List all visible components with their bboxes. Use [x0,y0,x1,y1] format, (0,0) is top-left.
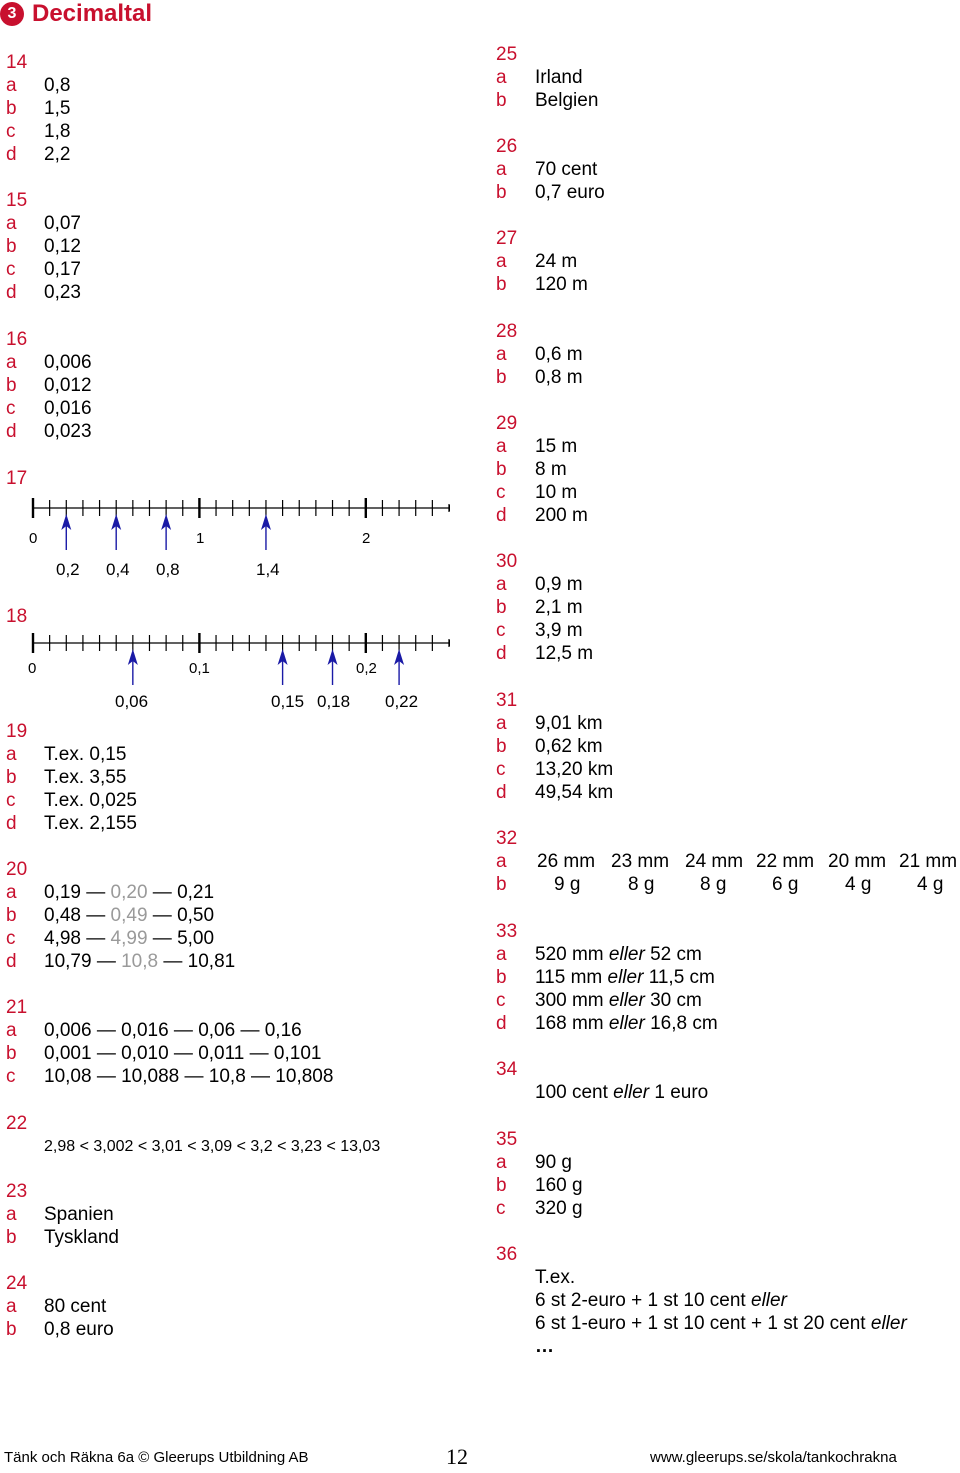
item-letter: c [6,790,16,811]
tick-label: 0,1 [189,660,210,677]
answer: 13,20 km [535,759,614,780]
marker-label: 0,18 [317,692,351,711]
item-letter: c [496,620,506,641]
item-letter: d [496,1013,507,1034]
tick-label: 0 [29,530,38,547]
item-letter: d [496,505,507,526]
answer: T.ex. 0,025 [44,790,137,811]
number-line-17 [0,490,450,590]
chapter-title: Decimaltal [32,0,153,27]
answer: 168 mm eller 16,8 cm [535,1013,718,1034]
item-letter: b [6,1227,17,1248]
marker-label: 0,8 [156,560,180,579]
item-letter: a [496,159,507,180]
item-letter: a [496,713,507,734]
marker-label: 0,4 [106,560,130,579]
item-letter: b [496,90,507,111]
answer-line: 6 st 2-euro + 1 st 10 cent eller [535,1290,787,1311]
measurement: 4 g [845,874,872,895]
problem-number: 17 [6,468,28,489]
problem-number: 29 [496,413,518,434]
item-letter: b [6,1043,17,1064]
answer: 0,012 [44,375,92,396]
problem-number: 30 [496,551,518,572]
marker-arrow-icon [161,514,171,550]
item-letter: a [6,1020,17,1041]
answer: T.ex. 0,15 [44,744,127,765]
problem-number: 33 [496,921,518,942]
measurement: 4 g [917,874,944,895]
item-letter: b [496,736,507,757]
problem-number: 35 [496,1129,518,1150]
answer: 8 m [535,459,567,480]
number-line-ticks [33,498,450,518]
answer: 24 m [535,251,578,272]
measurement: 6 g [772,874,799,895]
item-letter: b [6,98,17,119]
answer: 160 g [535,1175,583,1196]
problem-number: 31 [496,690,518,711]
answer: 200 m [535,505,588,526]
problem-number: 34 [496,1059,518,1080]
marker-label: 0,06 [115,692,149,711]
answer: 0,016 [44,398,92,419]
middle-value: 10,8 [121,951,159,972]
item-letter: a [496,251,507,272]
problem-number: 27 [496,228,518,249]
item-letter: a [6,882,17,903]
number-line-markers [61,514,271,550]
number-line-ticks [33,633,450,653]
item-letter: a [496,67,507,88]
answer: 0,8 m [535,367,583,388]
item-letter: b [6,767,17,788]
measurement: 9 g [554,874,581,895]
item-letter: b [496,597,507,618]
marker-label: 0,2 [56,560,80,579]
answer: 2,2 [44,144,71,165]
axis-arrowhead-icon [448,504,450,512]
item-letter: d [6,144,17,165]
measurement: 21 mm [899,851,958,872]
item-letter: d [6,951,17,972]
problem-number: 26 [496,136,518,157]
answer: 0,48 — 0,49 — 0,50 [44,905,215,926]
answer: 100 cent eller 1 euro [535,1082,709,1103]
measurement: 20 mm [828,851,887,872]
item-letter: c [6,398,16,419]
problem-number: 20 [6,859,28,880]
item-letter: c [496,1198,506,1219]
item-letter: a [496,851,507,872]
tick-label: 1 [196,530,205,547]
axis-arrowhead-icon [448,639,450,647]
item-letter: b [6,236,17,257]
problem-number: 16 [6,329,28,350]
answer: 12,5 m [535,643,594,664]
item-letter: c [6,121,16,142]
answer: 1,5 [44,98,71,119]
answer: 70 cent [535,159,598,180]
item-letter: b [496,274,507,295]
item-letter: a [496,344,507,365]
chapter-header [0,0,152,28]
answer: 0,006 — 0,016 — 0,06 — 0,16 [44,1020,302,1041]
marker-arrow-icon [278,649,288,685]
item-letter: b [6,375,17,396]
problem-number: 25 [496,44,518,65]
problem-number: 15 [6,190,28,211]
item-letter: b [496,367,507,388]
measurement: 26 mm [537,851,596,872]
item-letter: a [6,1204,17,1225]
answer: 2,98 < 3,002 < 3,01 < 3,09 < 3,2 < 3,23 < 13,03 [44,1138,381,1155]
answer: 0,19 — 0,20 — 0,21 [44,882,215,903]
answer: 80 cent [44,1296,107,1317]
item-letter: b [6,905,17,926]
answer: 10 m [535,482,578,503]
marker-arrow-icon [394,649,404,685]
item-letter: a [496,574,507,595]
item-letter: d [496,782,507,803]
answer: 3,9 m [535,620,583,641]
answer: 0,7 euro [535,182,605,203]
item-letter: a [496,1152,507,1173]
number-line-18 [0,625,450,717]
item-letter: c [6,928,16,949]
marker-arrow-icon [128,649,138,685]
middle-value: 0,20 [110,882,148,903]
item-letter: d [6,813,17,834]
answer: Irland [535,67,583,88]
item-letter: c [6,259,16,280]
footer-url: www.gleerups.se/skola/tankochrakna [650,1449,897,1466]
answer: 0,17 [44,259,81,280]
answer: 0,006 [44,352,92,373]
item-letter: b [496,874,507,895]
item-letter: a [6,1296,17,1317]
answer: 0,12 [44,236,81,257]
problem-number: 19 [6,721,28,742]
answer: 15 m [535,436,578,457]
item-letter: c [496,482,506,503]
answer: 2,1 m [535,597,583,618]
item-letter: b [496,1175,507,1196]
answer: 300 mm eller 30 cm [535,990,702,1011]
answer: 0,23 [44,282,81,303]
problem-number: 21 [6,997,28,1018]
item-letter: a [496,944,507,965]
marker-label: 1,4 [256,560,280,579]
middle-value: 4,99 [110,928,148,949]
item-letter: b [496,182,507,203]
answer: 0,6 m [535,344,583,365]
item-letter: d [6,282,17,303]
measurement: 23 mm [611,851,670,872]
answer: Tyskland [44,1227,119,1248]
measurement: 8 g [628,874,655,895]
measurement: 24 mm [685,851,744,872]
measurement: 8 g [700,874,727,895]
item-letter: a [6,352,17,373]
problem-number: 24 [6,1273,28,1294]
marker-arrow-icon [261,514,271,550]
answer: 115 mm eller 11,5 cm [535,967,715,988]
item-letter: b [496,459,507,480]
answer: 0,07 [44,213,81,234]
answer: 0,62 km [535,736,603,757]
problem-number: 36 [496,1244,518,1265]
answer: 10,79 — 10,8 — 10,81 [44,951,236,972]
answer: 0,8 euro [44,1319,114,1340]
answer: 0,001 — 0,010 — 0,011 — 0,101 [44,1043,322,1064]
marker-label: 0,22 [385,692,419,711]
answer: 520 mm eller 52 cm [535,944,702,965]
problem-number: 14 [6,52,28,73]
item-letter: a [6,75,17,96]
item-letter: c [496,759,506,780]
item-letter: d [6,421,17,442]
item-letter: c [496,990,506,1011]
tick-label: 0,2 [356,660,377,677]
answer: 49,54 km [535,782,614,803]
answer: Spanien [44,1204,114,1225]
answer: 90 g [535,1152,572,1173]
answer: Belgien [535,90,599,111]
item-letter: b [496,967,507,988]
problem-number: 18 [6,606,28,627]
answer: 120 m [535,274,588,295]
marker-arrow-icon [328,649,338,685]
marker-arrow-icon [61,514,71,550]
problem-number: 23 [6,1181,28,1202]
answer: 0,9 m [535,574,583,595]
answer: 320 g [535,1198,583,1219]
marker-arrow-icon [111,514,121,550]
answer: 9,01 km [535,713,603,734]
item-letter: a [6,213,17,234]
item-letter: a [6,744,17,765]
item-letter: a [496,436,507,457]
middle-value: 0,49 [110,905,148,926]
problem-number: 28 [496,321,518,342]
footer-copyright: Tänk och Räkna 6a © Gleerups Utbildning AB [4,1449,309,1466]
answer-line: T.ex. [535,1267,576,1288]
answer: 0,8 [44,75,71,96]
problem-number: 32 [496,828,518,849]
measurement: 22 mm [756,851,815,872]
tick-label: 2 [362,530,371,547]
page-number: 12 [446,1444,468,1469]
answer: 1,8 [44,121,71,142]
chapter-number-badge: 3 [0,2,24,26]
answer: T.ex. 3,55 [44,767,127,788]
item-letter: b [6,1319,17,1340]
tick-label: 0 [28,660,37,677]
answer-line: 6 st 1-euro + 1 st 10 cent + 1 st 20 cent eller [535,1313,907,1334]
item-letter: d [496,643,507,664]
answer: 0,023 [44,421,92,442]
answer: 4,98 — 4,99 — 5,00 [44,928,215,949]
ellipsis: … [535,1336,554,1357]
item-letter: c [6,1066,16,1087]
problem-number: 22 [6,1113,28,1134]
answer: T.ex. 2,155 [44,813,137,834]
answer: 10,08 — 10,088 — 10,8 — 10,808 [44,1066,334,1087]
marker-label: 0,15 [271,692,305,711]
